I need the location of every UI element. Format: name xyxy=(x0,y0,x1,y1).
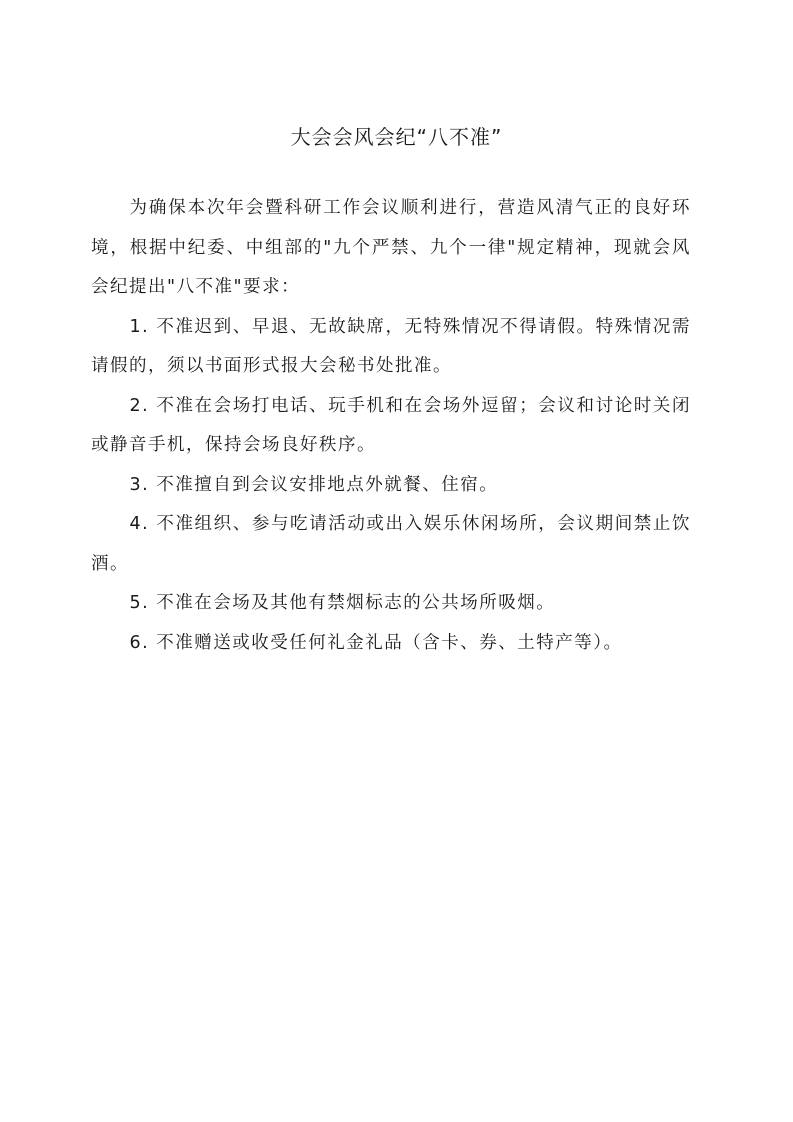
rule-item-1: 1. 不准迟到、早退、无故缺席，无特殊情况不得请假。特殊情况需请假的，须以书面形式报大会秘书处批准。 xyxy=(91,316,691,376)
rule-item-3: 3. 不准擅自到会议安排地点外就餐、住宿。 xyxy=(129,474,499,495)
document-title: 大会会风会纪“八不准” xyxy=(290,125,503,149)
intro-paragraph: 为确保本次年会暨科研工作会议顺利进行，营造风清气正的良好环境，根据中纪委、中组部的"九个严禁、九个一律"规定精神，现就会风会纪提出"八不准"要求： xyxy=(91,198,691,297)
document-body xyxy=(91,189,691,663)
rule-item-2: 2. 不准在会场打电话、玩手机和在会场外逗留；会议和讨论时关闭或静音手机，保持会场良好秩序。 xyxy=(91,395,691,455)
rule-item-5: 5. 不准在会场及其他有禁烟标志的公共场所吸烟。 xyxy=(129,593,556,613)
rule-item-6: 6. 不准赠送或收受任何礼金礼品（含卡、券、土特产等）。 xyxy=(129,632,623,653)
rule-item-4: 4. 不准组织、参与吃请活动或出入娱乐休闲场所，会议期间禁止饮酒。 xyxy=(91,514,691,574)
